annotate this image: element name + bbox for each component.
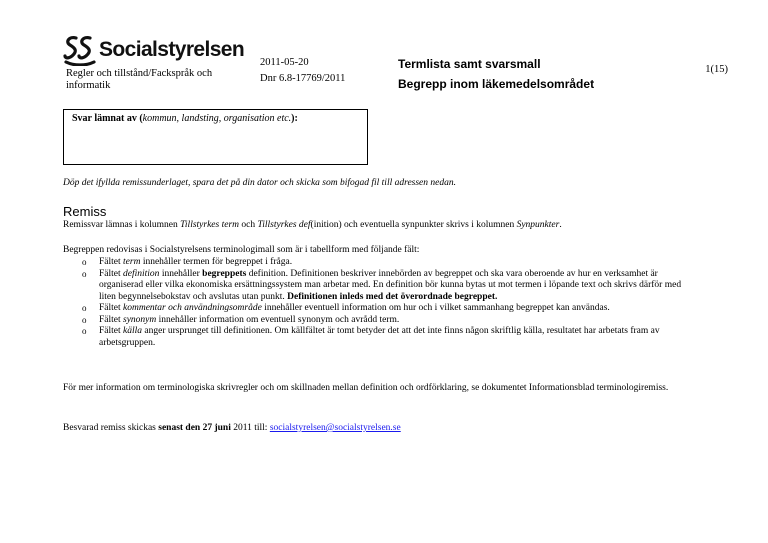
remiss-paragraph-4: Besvarad remiss skickas senast den 27 juni 2011 till: socialstyrelsen@socialstyrelsen.se [63,423,401,433]
bullet-icon: o [82,257,87,267]
list-item-kalla: o Fältet källa anger ursprunget till definitionen. Om källfältet är tomt betyder det att det inte finns någon skriftlig källa, resultatet har arbetats fram av arbetsgruppen. [82,326,660,348]
bullet-icon: o [82,268,87,279]
page-number: 1(15) [705,64,728,75]
socialstyrelsen-emblem-icon [63,34,97,66]
document-dnr: Dnr 6.8-17769/2011 [260,73,346,84]
remiss-paragraph-3: För mer information om terminologiska skrivregler och om skillnaden mellan definition och ordförklaring, se dokumentet Informationsblad terminologiremiss. [63,383,669,393]
respondent-label: Svar lämnat av (kommun, landsting, organisation etc.): [72,113,298,124]
remiss-paragraph-2: Begreppen redovisas i Socialstyrelsens terminologimall som är i tabellform med följande fält: [63,245,420,255]
email-link[interactable]: socialstyrelsen@socialstyrelsen.se [269,423,401,433]
remiss-heading: Remiss [63,204,107,219]
list-item-kommentar: o Fältet kommentar och användningsområde innehåller eventuell information om hur och i vilket sammanhang begreppet kan användas. [82,303,610,313]
list-item-definition: o Fältet definition innehåller begreppets definition. Definitionen beskriver innebörden av begreppet och ska vara oberoende av hur en verksamhet är organiserad eller vilka ekonomiska ersättningssystem man arbetar med. En definition bör kunna bytas ut mot termen i löpande text och skrivs därför med liten begynnelsebokstav och avslutas utan punkt. Definitionen inleds med det överordnade begreppet. [82,268,682,302]
field-list [82,257,686,349]
save-instructions: Döp det ifyllda remissunderlaget, spara det på din dator och skicka som bifogad fil till adressen nedan. [63,178,456,188]
bullet-icon: o [82,303,87,313]
document-date: 2011-05-20 [260,57,309,68]
remiss-paragraph-1: Remissvar lämnas i kolumnen Tillstyrkes term och Tillstyrkes def(inition) och eventuella synpunkter skrivs i kolumnen Synpunkter. [63,220,562,230]
socialstyrelsen-logo [63,34,244,66]
department-label: Regler och tillstånd/Fackspråk och informatik [66,68,213,91]
bullet-icon: o [82,314,87,325]
list-item-term: o Fältet term innehåller termen för begreppet i fråga. [82,257,293,267]
list-item-synonym: o Fältet synonym innehåller information om eventuell synonym och avrådd term. [82,314,400,325]
bullet-icon: o [82,326,87,336]
respondent-box[interactable] [63,109,368,165]
document-subtitle: Begrepp inom läkemedelsområdet [398,77,595,91]
logo-wordmark: Socialstyrelsen [99,38,245,61]
document-title: Termlista samt svarsmall [398,57,541,71]
